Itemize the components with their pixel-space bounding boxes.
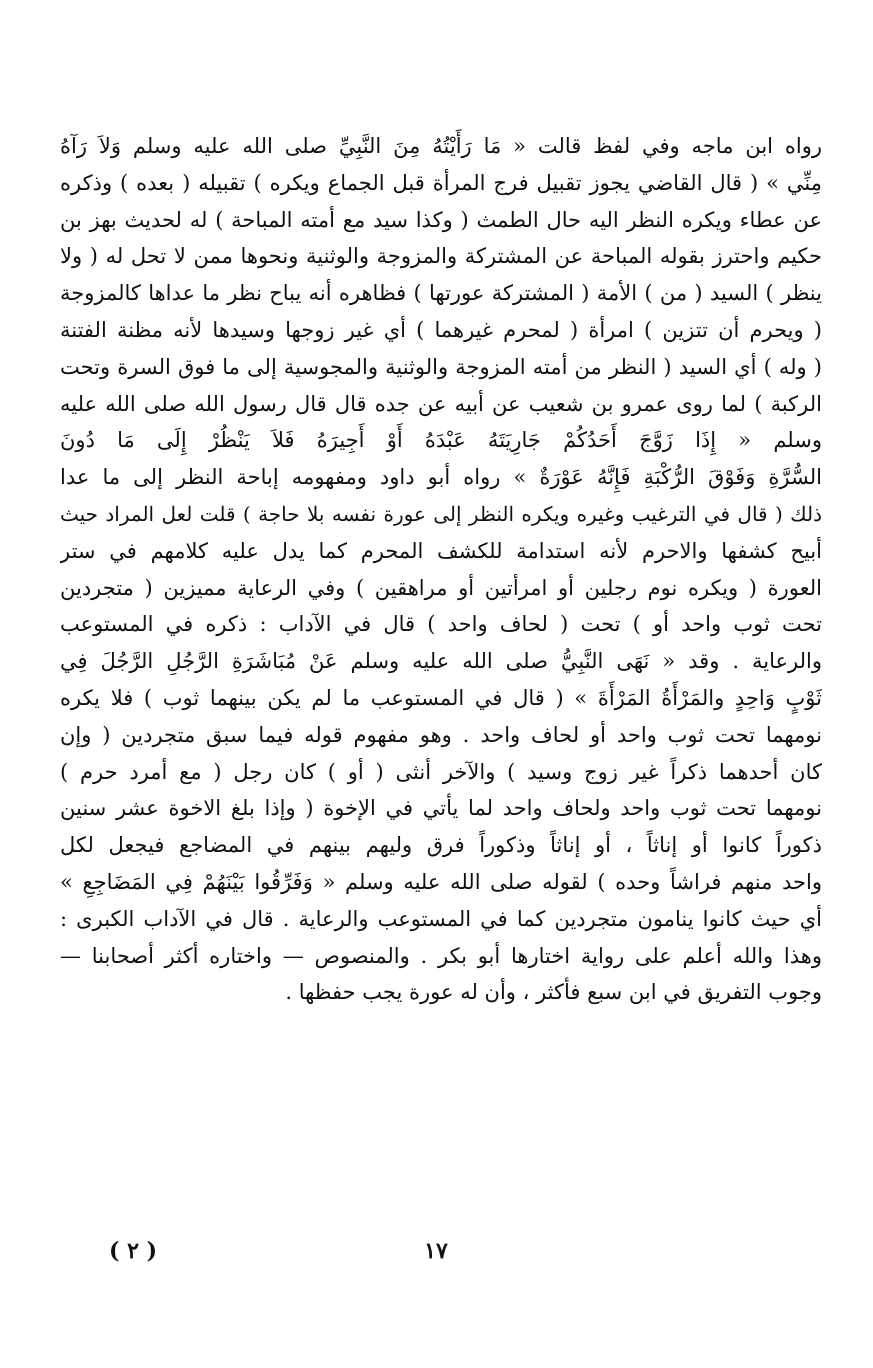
text-line: كان أحدهما ذكراً غير زوج وسيد ) والآخر أنثى ( أو ) كان رجل ( مع أمرد حرم ) [60,759,822,784]
text-line: أي حيث كانوا ينامون متجردين كما في المستوعب والرعاية . قال في الآداب الكبرى : [60,906,822,931]
text-line: وسلم « إِذَا زَوَّجَ أَحَدُكُمْ جَارِيَتَهُ عَبْدَهُ أَوْ أَجِيرَهُ فَلاَ يَنْظُرْ إِلَى مَا دُونَ [60,428,822,453]
page-body-text [60,128,822,1011]
text-line: أبيح كشفها والاحرم لأنه استدامة للكشف المحرم كما يدل عليه كلامهم في ستر [60,538,822,563]
text-line: مِنِّي » ( قال القاضي يجوز تقبيل فرج المرأة قبل الجماع ويكره ) تقبيله ( بعده ) وذكره [60,170,822,195]
text-line: رواه ابن ماجه وفي لفظ قالت « مَا رَأَيْتُهُ مِنَ النَّبِيِّ صلى الله عليه وسلم وَلاَ رَآهُ [60,134,822,158]
text-line: ينظر ) السيد ( من ) الأمة ( المشتركة عورتها ) فظاهره أنه يباح نظر ما عداها كالمزوجة [60,281,822,306]
text-line: وهذا والله أعلم على رواية اختارها أبو بكر . والمنصوص — واختاره أكثر أصحابنا — [60,943,822,968]
text-line: العورة ( ويكره نوم رجلين أو امرأتين أو مراهقين ) وفي الرعاية مميزين ( متجردين [60,575,822,600]
signature-mark: ( ٢ ) [109,1238,157,1264]
text-line: نومهما تحت ثوب واحد أو لحاف واحد . وهو مفهوم قوله فيما سبق متجردين ( وإن [60,722,822,747]
text-line: ثَوْبٍ وَاحِدٍ والمَرْأَةُ المَرْأَةَ » ( قال في المستوعب ما لم يكن بينهما ثوب ) فلا يكره [60,685,822,710]
text-line: الركبة ) لما روى عمرو بن شعيب عن أبيه عن جده قال قال رسول الله صلى الله عليه [60,391,822,416]
text-line: عن عطاء ويكره النظر اليه حال الطمث ( وكذا سيد مع أمته المباحة ) له لحديث بهز بن [60,207,822,232]
text-line: والرعاية . وقد « نَهَى النَّبِيُّ صلى الله عليه وسلم عَنْ مُبَاشَرَةِ الرَّجُلِ الرَّجُلَ فِي [60,649,822,674]
text-line: ( ويحرم أن تتزين ) امرأة ( لمحرم غيرهما ) أي غير زوجها وسيدها لأنه مظنة الفتنة [60,317,822,342]
text-line: تحت ثوب واحد أو ) تحت ( لحاف واحد ) قال في الآداب : ذكره في المستوعب [60,612,822,637]
text-line: نومهما تحت ثوب واحد ولحاف واحد لما يأتي في الإخوة ( وإذا بلغ الاخوة عشر سنين [60,796,822,821]
text-line: وجوب التفريق في ابن سبع فأكثر ، وأن له عورة يجب حفظها . [285,980,822,1005]
page-number: ١٧ [424,1238,448,1264]
text-line: ذكوراً كانوا أو إناثاً ، أو إناثاً وذكوراً فرق وليهم بينهم في المضاجع فيجعل لكل [60,833,822,858]
text-line: واحد منهم فراشاً وحده ) لقوله صلى الله عليه وسلم « وَفَرِّقُوا بَيْنَهُمْ فِي المَضَاجِعِ » [60,869,822,894]
text-line: حكيم واحترز بقوله المباحة عن المشتركة والمزوجة والوثنية ونحوها ممن لا تحل له ( ولا [60,244,822,269]
text-line: السُّرَّةِ وَفَوْقَ الرُّكْبَةِ فَإِنَّهُ عَوْرَةٌ » رواه أبو داود ومفهومه إباحة النظر إلى ما عدا [60,465,822,490]
text-line: ( وله ) أي السيد ( النظر من أمته المزوجة والوثنية والمجوسية إلى ما فوق السرة وتحت [60,354,822,379]
text-line: ذلك ( قال في الترغيب وغيره ويكره النظر إلى عورة نفسه بلا حاجة ) قلت لعل المراد حيث [60,501,822,526]
